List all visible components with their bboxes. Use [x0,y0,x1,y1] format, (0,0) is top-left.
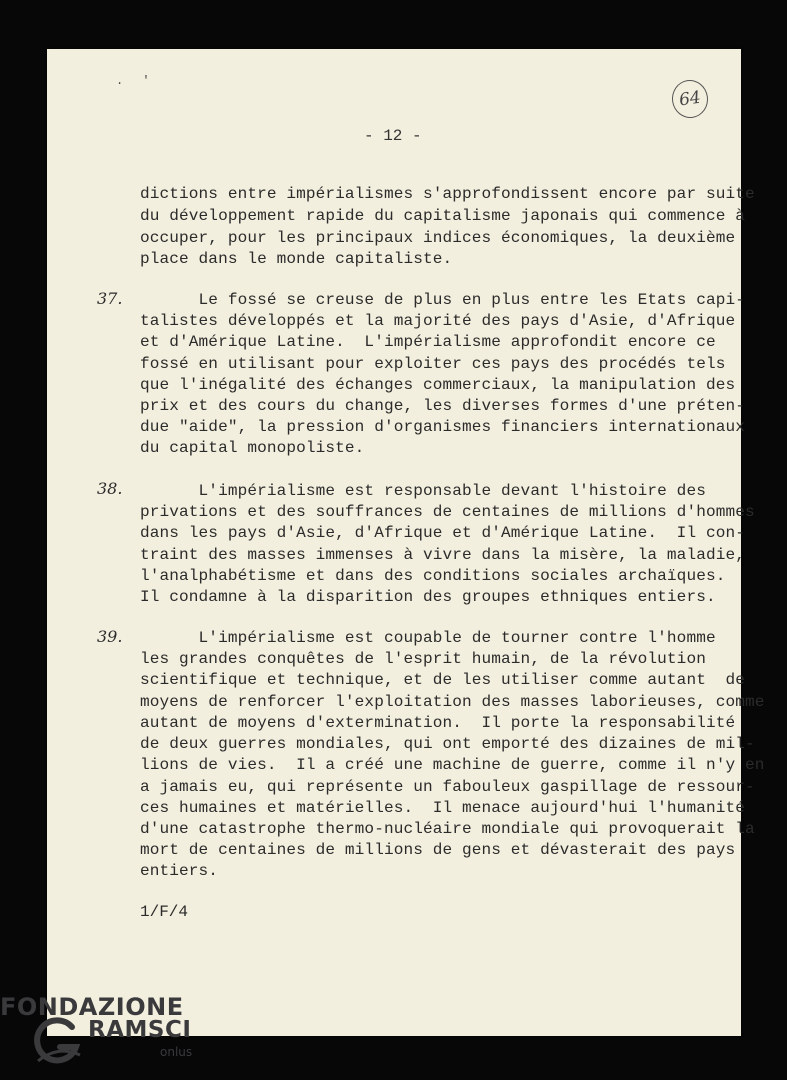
text-line: occuper, pour les principaux indices économiques, la deuxième [140,229,736,247]
text-line: et d'Amérique Latine. L'impérialisme approfondit encore ce [140,333,716,351]
text-line: l'analphabétisme et dans des conditions sociales archaïques. [140,567,726,585]
gramsci-g-logo-icon [32,1015,84,1067]
footer-code: 1/F/4 [140,903,189,921]
text-line: talistes développés et la majorité des pays d'Asie, d'Afrique [140,312,736,330]
paragraph-number-38: 38. [97,479,123,498]
text-line: dictions entre impérialismes s'approfondissent encore par suite [140,185,755,203]
paragraph-number-37: 37. [97,289,123,308]
text-line: L'impérialisme est responsable devant l'histoire des [140,482,706,500]
text-line: du capital monopoliste. [140,439,365,457]
text-line: de deux guerres mondiales, qui ont emporté des dizaines de mil- [140,735,755,753]
text-line: autant de moyens d'extermination. Il porte la responsabilité [140,714,736,732]
text-line: ces humaines et matérielles. Il menace aujourd'hui l'humanité [140,799,745,817]
watermark-line-2: RAMSCI [88,1017,192,1043]
text-line: place dans le monde capitaliste. [140,250,453,268]
text-line: privations et des souffrances de centaines de millions d'hommes [140,503,755,521]
text-line: scientifique et technique, et de les utiliser comme autant de [140,671,745,689]
text-line: traint des masses immenses à vivre dans la misère, la maladie, [140,546,745,564]
text-line: lions de vies. Il a créé une machine de guerre, comme il n'y en [140,756,765,774]
text-line: Le fossé se creuse de plus en plus entre les Etats capi- [140,291,745,309]
text-line: Il condamne à la disparition des groupes ethniques entiers. [140,588,716,606]
archive-page-number-text: 64 [677,87,703,111]
text-line: entiers. [140,862,219,880]
watermark-line-1: FONDAZIONE [0,993,184,1021]
text-line: moyens de renforcer l'exploitation des masses laborieuses, comme [140,693,765,711]
stray-marks: . ' [116,74,156,88]
page-number: - 12 - [364,127,422,145]
watermark-line-3: onlus [160,1045,193,1059]
text-line: que l'inégalité des échanges commerciaux, la manipulation des [140,376,736,394]
text-line: a jamais eu, qui représente un fabouleux gaspillage de ressour- [140,778,755,796]
text-line: prix et des cours du change, les diverses formes d'une préten- [140,397,745,415]
text-line: L'impérialisme est coupable de tourner contre l'homme [140,629,716,647]
text-line: mort de centaines de millions de gens et dévasterait des pays [140,841,736,859]
text-line: d'une catastrophe thermo-nucléaire mondiale qui provoquerait la [140,820,755,838]
text-line: fossé en utilisant pour exploiter ces pays des procédés tels [140,355,726,373]
text-line: due "aide", la pression d'organismes financiers internationaux [140,418,745,436]
text-line: les grandes conquêtes de l'esprit humain, de la révolution [140,650,706,668]
text-line: du développement rapide du capitalisme japonais qui commence à [140,207,745,225]
watermark [0,993,230,1080]
text-line: dans les pays d'Asie, d'Afrique et d'Amérique Latine. Il con- [140,524,745,542]
paragraph-number-39: 39. [97,627,123,646]
